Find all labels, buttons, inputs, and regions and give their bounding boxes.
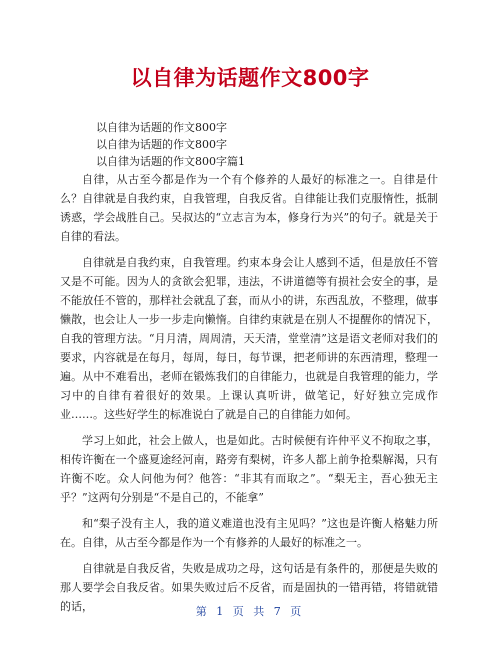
- paragraph: 自律就是自我约束，自我管理。约束本身会让人感到不适，但是放任不管又是不可能。因为人的贪欲会犯罪，违法，不讲道德等有损社会安全的事，是不能放任不管的，那样社会就乱了套，而从小的讲，东西乱放，不整理，做事懒散，也会让人一步一步走向懒惰。自律约束就是在别人不提醒你的情况下，自我的管理方法。“月月清，周周清，天天清，堂堂清”这是语文老师对我们的要求，内容就是在每月，每周，每日，每节课，把老师讲的东西清理，整理一遍。从中不难看出，老师在锻炼我们的自律能力，也就是自我管理的能力，学习中的自律有着很好的效果。上课认真听讲，做笔记，好好独立完成作业……。这些好学生的标准说白了就是自己的自律能力如何。: [60, 256, 438, 421]
- toc-item: 以自律为话题的作文800字: [96, 121, 227, 134]
- table-of-contents: [96, 119, 245, 170]
- paragraph: 自律就是自我反省，失败是成功之母，这句话是有条件的，那便是失败的那人要学会自我反省。如果失败过后不反省，而是固执的一错再错，将错就错的话，: [60, 562, 438, 613]
- paragraph: 学习上如此，社会上做人，也是如此。古时候便有许仲平义不拘取之事，相传许衡在一个盛夏途经河南，路旁有梨树，许多人都上前争抢梨解渴，只有许衡不吃。众人问他为何？他答：“非其有而取之”。“梨无主，吾心独无主乎？”这两句分别是“不是自己的，不能拿”: [60, 434, 438, 504]
- page-title: 以自律为话题作文800字: [130, 66, 370, 90]
- toc-item: 以自律为话题的作文800字: [96, 138, 227, 151]
- paragraph: 自律，从古至今都是作为一个有个修养的人最好的标准之一。自律是什么？自律就是自我约束，自我管理，自我反省。自律能让我们克服惰性，抵制诱惑，学会战胜自己。吴叔达的“立志言为本，修身行为兴”的句子。就是关于自律的看法。: [60, 173, 438, 243]
- paragraph: 和“梨子没有主人，我的道义难道也没有主见吗？”这也是许衡人格魅力所在。自律，从古至今都是作为一个有修养的人最好的标准之一。: [60, 517, 438, 549]
- essay-body: [60, 170, 438, 623]
- toc-item: 以自律为话题的作文800字篇1: [96, 155, 245, 168]
- page-footer: 第 1 页 共 7 页: [195, 605, 305, 618]
